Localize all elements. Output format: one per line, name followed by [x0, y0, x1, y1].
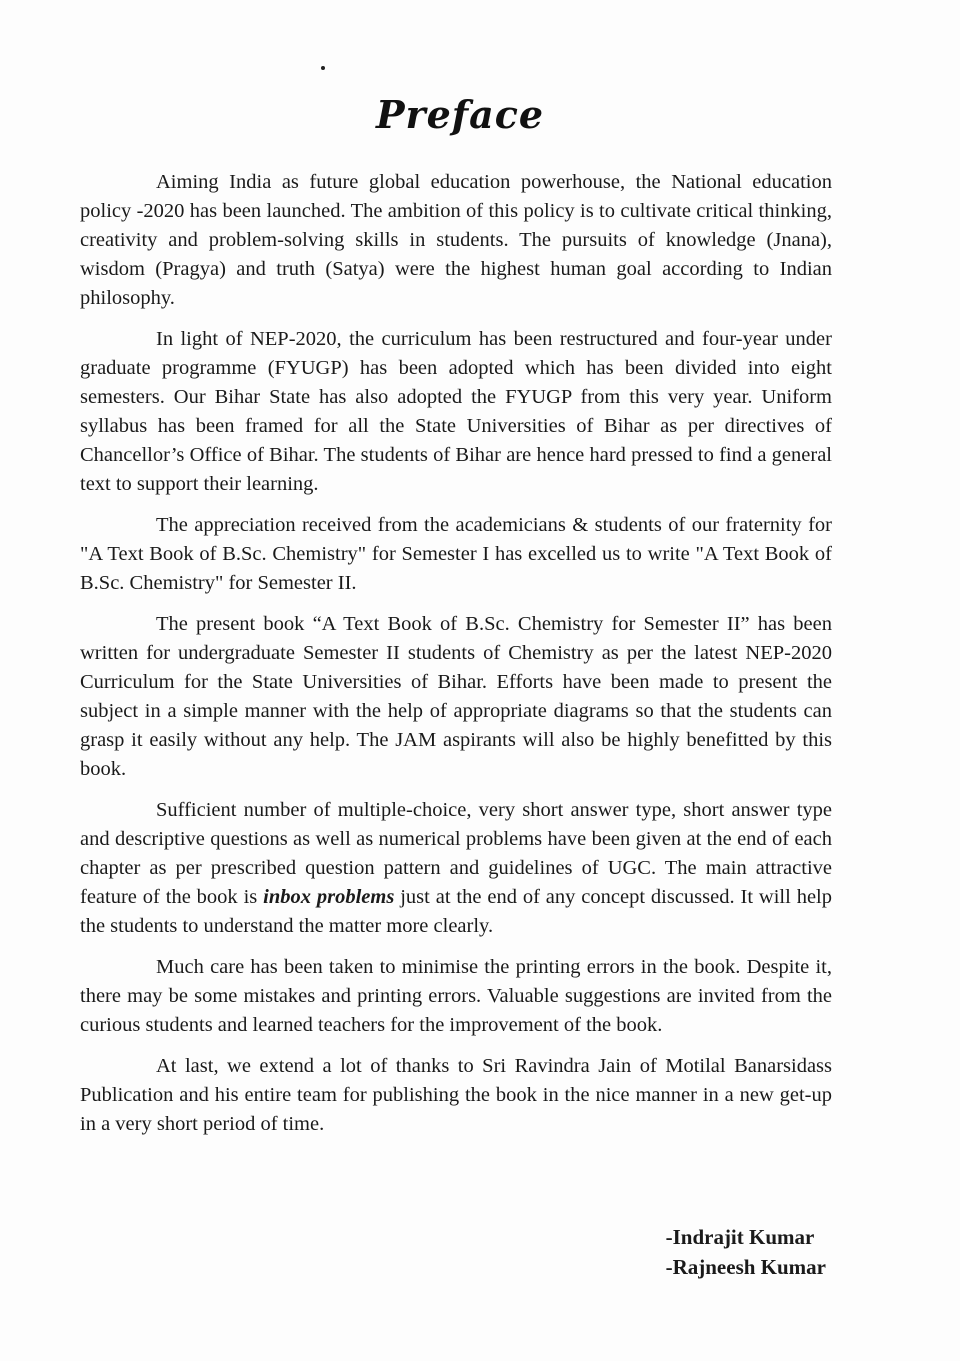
- author-name: -Indrajit Kumar: [665, 1225, 815, 1249]
- paragraph-text: The present book “A Text Book of B.Sc. Chemistry for Semester II” has been written for undergraduate Semester II students of Chemistry as per the latest NEP-2020 Curriculum for the State Universities of Bihar. Efforts have been made to present the subject in a simple manner with the help of appropriate diagrams so that the students can grasp it easily without any help. The JAM aspirants will also be highly benefitted by this book.: [80, 613, 832, 780]
- emphasis-text: inbox problems: [263, 886, 395, 908]
- paragraph: [80, 610, 832, 784]
- paragraph-text: At last, we extend a lot of thanks to Sri Ravindra Jain of Motilal Banarsidass Publication and his entire team for publishing the book in the nice manner in a new get-up in a very short period of time.: [80, 1055, 832, 1135]
- paragraph-text: Much care has been taken to minimise the printing errors in the book. Despite it, there may be some mistakes and printing errors. Valuable suggestions are invited from the curious students and learned teachers for the improvement of the book.: [80, 956, 832, 1036]
- paragraph: [80, 325, 832, 499]
- paragraph: [80, 511, 832, 598]
- paragraph: [80, 1052, 832, 1139]
- paragraph: [80, 953, 832, 1040]
- paragraph: [80, 168, 832, 313]
- paragraph-text: The appreciation received from the academicians & students of our fraternity for "A Text Book of B.Sc. Chemistry" for Semester I has excelled us to write "A Text Book of B.Sc. Chemistry" for Semester II.: [80, 514, 832, 594]
- author-name: -Rajneesh Kumar: [665, 1255, 826, 1279]
- author-signatures: [666, 1222, 826, 1282]
- paragraph-text: Aiming India as future global education powerhouse, the National education policy -2020 has been launched. The ambition of this policy is to cultivate critical thinking, creativity and problem-solving skills in students. The pursuits of knowledge (Jnana), wisdom (Pragya) and truth (Satya) were the highest human goal according to Indian philosophy.: [80, 171, 832, 309]
- page-title: Preface: [375, 92, 545, 137]
- paragraph-text: In light of NEP-2020, the curriculum has been restructured and four-year under graduate programme (FYUGP) has been adopted which has been divided into eight semesters. Our Bihar State has also adopted the FYUGP from this very year. Uniform syllabus has been framed for all the State Universities of Bihar as per directives of Chancellor’s Office of Bihar. The students of Bihar are hence hard pressed to find a general text to support their learning.: [80, 328, 832, 495]
- paragraph-text: just at the end of any concept discussed. It will help the students to understand the matter more clearly.: [80, 886, 832, 937]
- scan-speck: [321, 66, 325, 70]
- preface-body: [80, 168, 832, 1151]
- paragraph-text: Sufficient number of multiple-choice, very short answer type, short answer type and descriptive questions as well as numerical problems have been given at the end of each chapter as per prescribed question pattern and guidelines of UGC. The main attractive feature of the book is: [80, 799, 832, 908]
- paragraph: [80, 796, 832, 941]
